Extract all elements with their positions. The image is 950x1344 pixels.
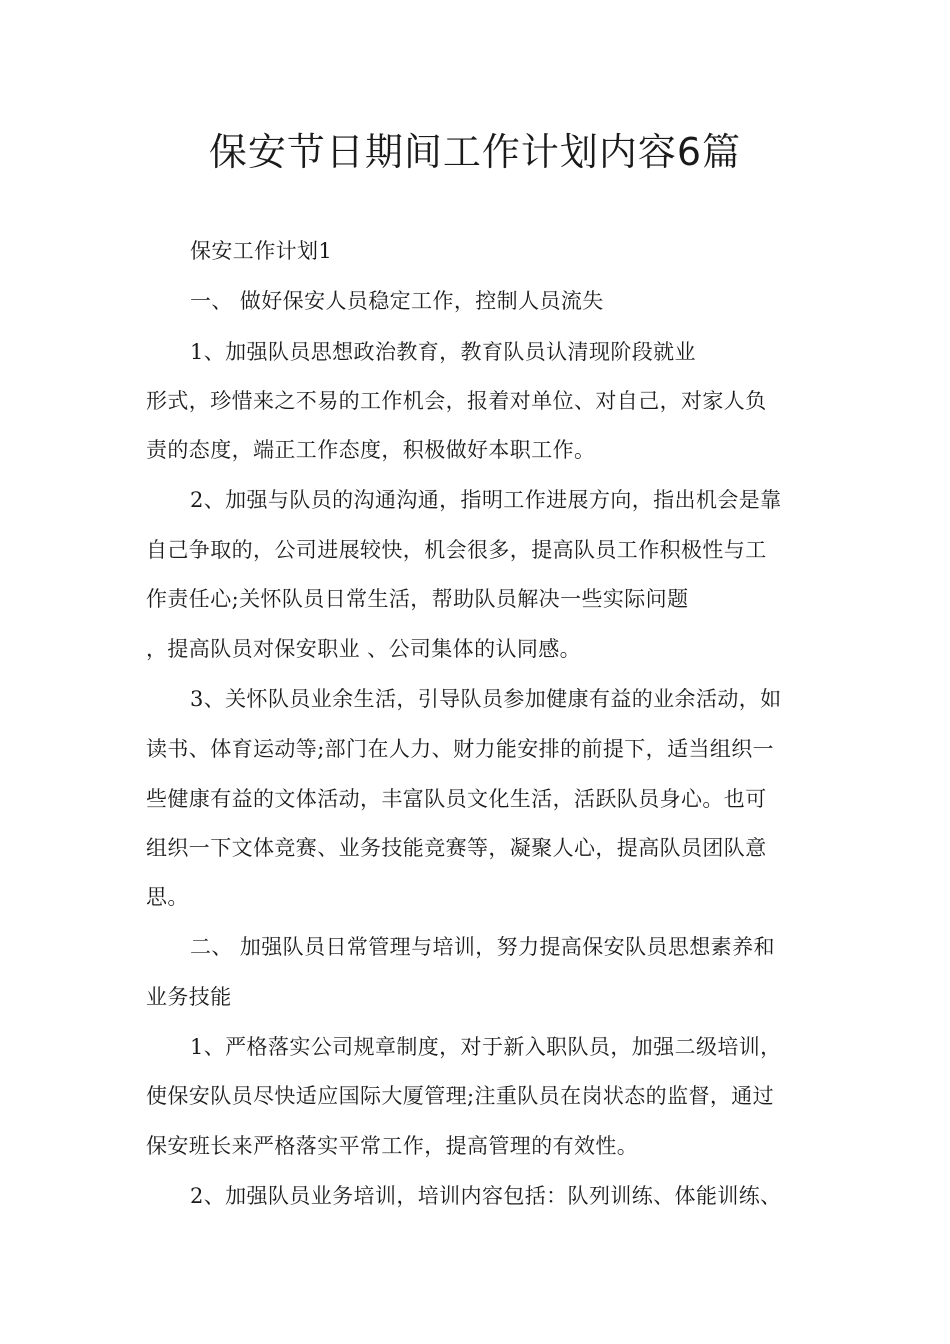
section-heading: 业务技能 bbox=[146, 985, 232, 1009]
section-heading: 一、 做好保安人员稳定工作，控制人员流失 bbox=[190, 289, 604, 313]
paragraph-line: 形式，珍惜来之不易的工作机会，报着对单位、对自己，对家人负 bbox=[146, 389, 767, 413]
paragraph-line: 思。 bbox=[146, 885, 189, 909]
paragraph-line: 组织一下文体竞赛、业务技能竞赛等，凝聚人心，提高队员团队意 bbox=[146, 836, 767, 860]
paragraph-line: 自己争取的，公司进展较快，机会很多，提高队员工作积极性与工 bbox=[146, 538, 767, 562]
paragraph-line: 保安班长来严格落实平常工作，提高管理的有效性。 bbox=[146, 1134, 639, 1158]
paragraph-line: 2、加强队员业务培训，培训内容包括：队列训练、体能训练、 bbox=[190, 1184, 782, 1208]
paragraph-line: ，提高队员对保安职业 、公司集体的认同感。 bbox=[146, 637, 582, 661]
paragraph-line: 些健康有益的文体活动，丰富队员文化生活，活跃队员身心。也可 bbox=[146, 787, 767, 811]
paragraph-line: 使保安队员尽快适应国际大厦管理;注重队员在岗状态的监督，通过 bbox=[146, 1084, 775, 1108]
section-heading: 二、 加强队员日常管理与培训，努力提高保安队员思想素养和 bbox=[190, 935, 775, 959]
document-title: 保安节日期间工作计划内容6篇 bbox=[208, 130, 742, 174]
paragraph-line: 2、加强与队员的沟通沟通，指明工作进展方向，指出机会是靠 bbox=[190, 488, 782, 512]
paragraph-line: 1、加强队员思想政治教育，教育队员认清现阶段就业 bbox=[190, 340, 696, 364]
paragraph-line: 3、关怀队员业余生活，引导队员参加健康有益的业余活动，如 bbox=[190, 687, 782, 711]
section-heading: 保安工作计划1 bbox=[190, 239, 333, 263]
paragraph-line: 作责任心;关怀队员日常生活，帮助队员解决一些实际问题 bbox=[146, 587, 689, 611]
paragraph-line: 责的态度，端正工作态度，积极做好本职工作。 bbox=[146, 438, 596, 462]
paragraph-line: 1、严格落实公司规章制度，对于新入职队员，加强二级培训， bbox=[190, 1035, 782, 1059]
paragraph-line: 读书、体育运动等;部门在人力、财力能安排的前提下，适当组织一 bbox=[146, 737, 775, 761]
